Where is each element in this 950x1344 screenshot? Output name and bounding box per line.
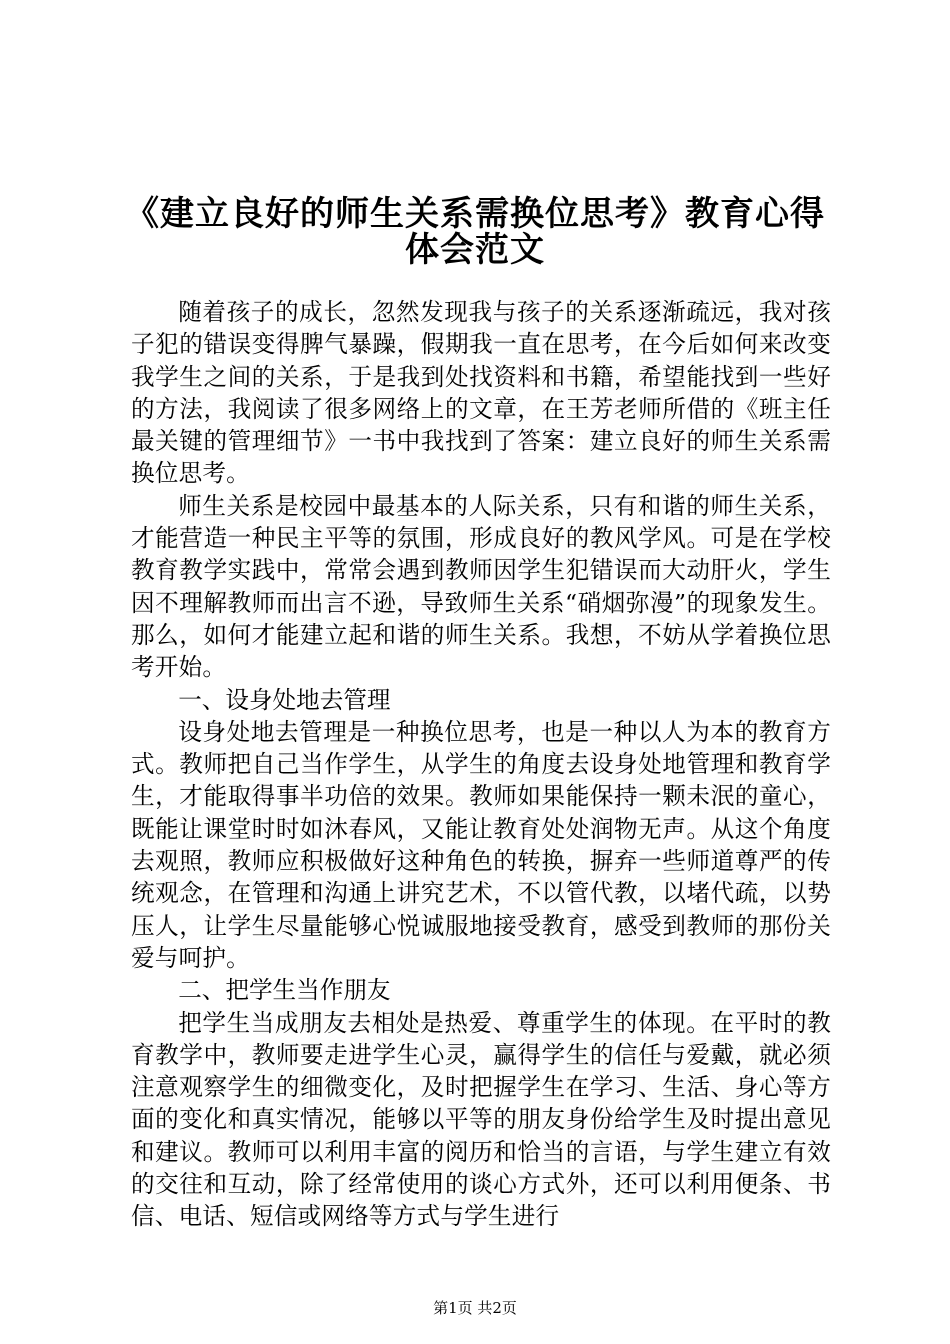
section-text-1: 设身处地去管理是一种换位思考，也是一种以人为本的教育方式。教师把自己当作学生，从学生的角度去设身处地管理和教育学生，才能取得事半功倍的效果。教师如果能保持一颗未泯的童心，既能让课堂时时如沐春风，又能让教育处处润物无声。从这个角度去观照，教师应积极做好这种角色的转换，摒弃一些师道尊严的传统观念，在管理和沟通上讲究艺术，不以管代教，以堵代疏，以势压人，让学生尽量能够心悦诚服地接受教育，感受到教师的那份关爱与呵护。	[131, 717, 831, 972]
document-title-line2: 体会范文	[405, 230, 545, 270]
section-heading-1: 一、设身处地去管理	[178, 685, 391, 714]
section-heading-2: 二、把学生当作朋友	[178, 976, 391, 1005]
paragraph-intro: 随着孩子的成长，忽然发现我与孩子的关系逐渐疏远，我对孩子犯的错误变得脾气暴躁，假期我一直在思考，在今后如何来改变我学生之间的关系，于是我到处找资料和书籍，希望能找到一些好的方法，我阅读了很多网络上的文章，在王芳老师所借的《班主任最关键的管理细节》一书中我找到了答案：建立良好的师生关系需换位思考。	[131, 298, 831, 488]
section-text-2: 把学生当成朋友去相处是热爱、尊重学生的体现。在平时的教育教学中，教师要走进学生心灵，赢得学生的信任与爱戴，就必须注意观察学生的细微变化，及时把握学生在学习、生活、身心等方面的变化和真实情况，能够以平等的朋友身份给学生及时提出意见和建议。教师可以利用丰富的阅历和恰当的言语，与学生建立有效的交往和互动，除了经常使用的谈心方式外，还可以利用便条、书信、电话、短信或网络等方式与学生进行	[131, 1008, 831, 1231]
document-body	[131, 296, 831, 1233]
page-number-footer: 第1页 共2页	[433, 1299, 517, 1317]
paragraph-relationship: 师生关系是校园中最基本的人际关系，只有和谐的师生关系，才能营造一种民主平等的氛围，形成良好的教风学风。可是在学校教育教学实践中，常常会遇到教师因学生犯错误而大动肝火，学生因不理解教师而出言不逊，导致师生关系“硝烟弥漫”的现象发生。那么，如何才能建立起和谐的师生关系。我想，不妨从学着换位思考开始。	[131, 491, 831, 682]
document-title-line1: 《建立良好的师生关系需换位思考》教育心得	[125, 194, 825, 234]
